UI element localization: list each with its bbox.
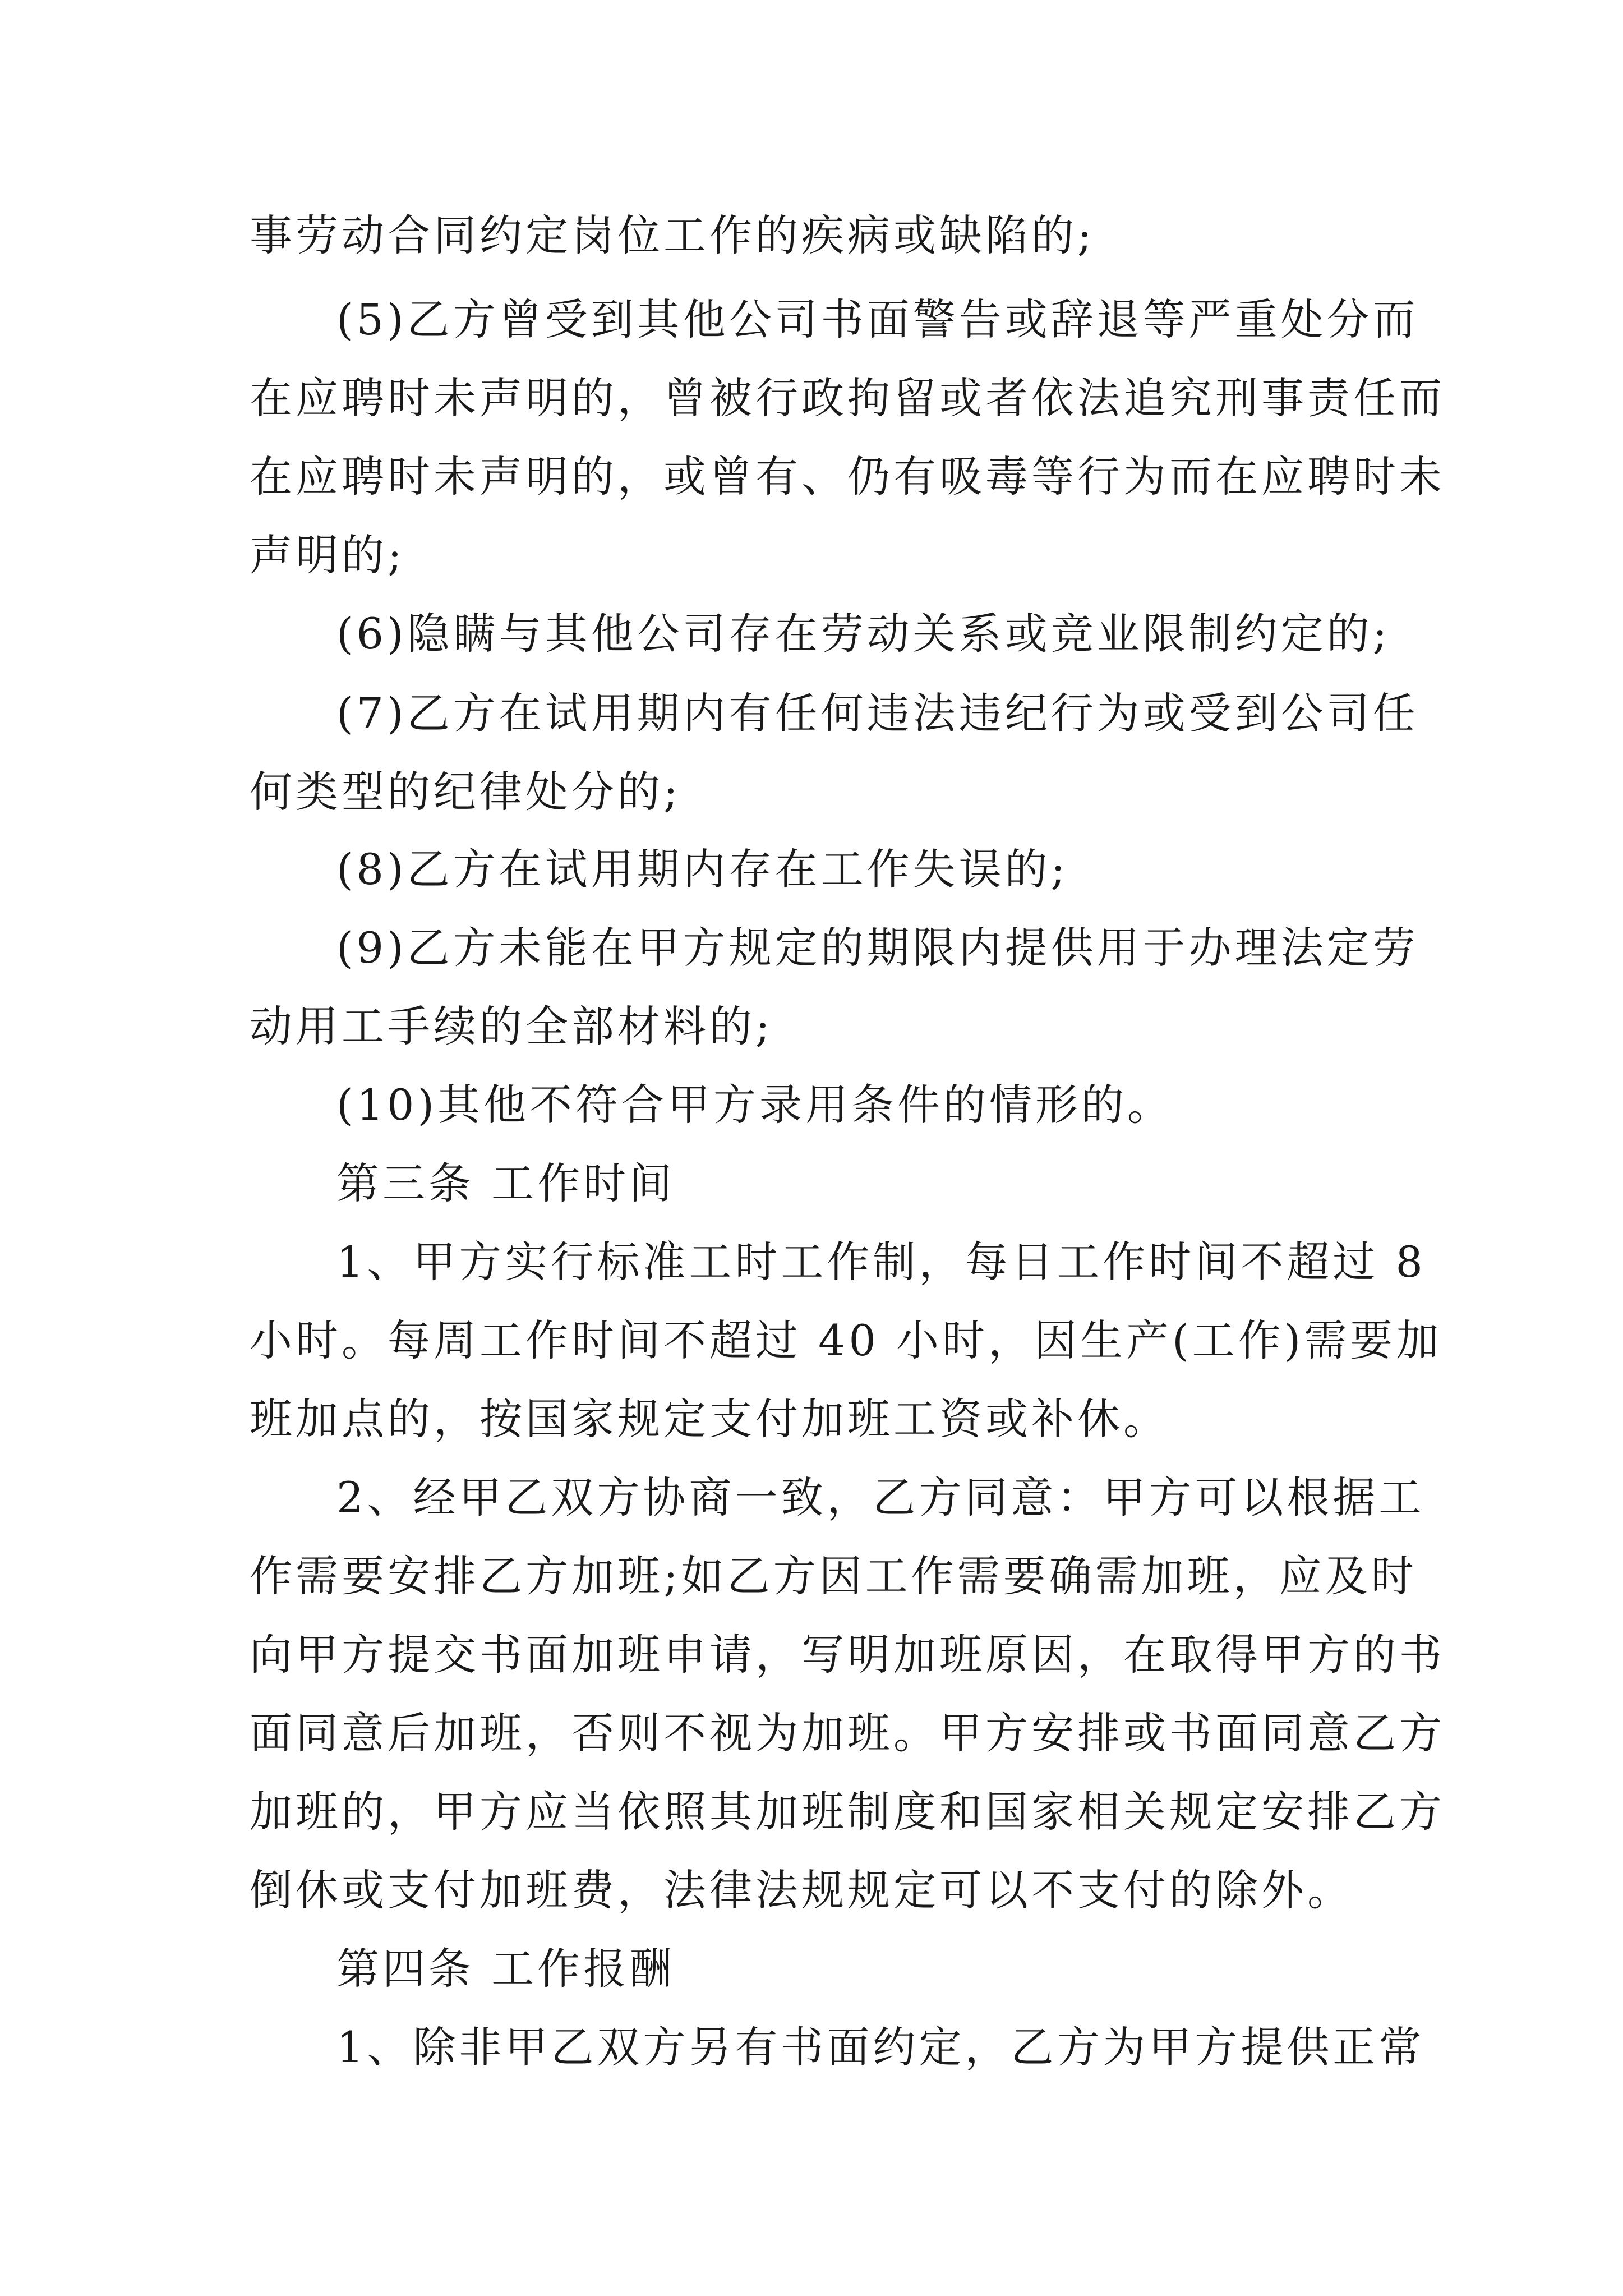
clause-item-9: (9)乙方未能在甲方规定的期限内提供用于办理法定劳	[336, 923, 1419, 973]
text-line: 动用工手续的全部材料的;	[250, 1001, 773, 1051]
clause-paragraph: 2、经甲乙双方协商一致，乙方同意：甲方可以根据工	[336, 1473, 1425, 1522]
text-line: 加班的，甲方应当依照其加班制度和国家相关规定安排乙方	[250, 1787, 1445, 1837]
section-heading: 第四条 工作报酬	[336, 1944, 676, 1994]
text-line: 倒休或支付加班费，法律法规规定可以不支付的除外。	[250, 1865, 1353, 1915]
text-line: 作需要安排乙方加班;如乙方因工作需要确需加班，应及时	[250, 1551, 1417, 1601]
clause-paragraph: 1、除非甲乙双方另有书面约定，乙方为甲方提供正常	[336, 2022, 1425, 2072]
text-line: 声明的;	[250, 530, 405, 580]
text-line: 面同意后加班，否则不视为加班。甲方安排或书面同意乙方	[250, 1708, 1445, 1758]
clause-item-7: (7)乙方在试用期内有任何违法违纪行为或受到公司任	[336, 688, 1419, 738]
text-line: 向甲方提交书面加班申请，写明加班原因，在取得甲方的书	[250, 1630, 1445, 1680]
text-line: 何类型的纪律处分的;	[250, 767, 681, 817]
text-line: 事劳动合同约定岗位工作的疾病或缺陷的;	[250, 210, 1095, 260]
clause-item-5: (5)乙方曾受到其他公司书面警告或辞退等严重处分而	[336, 295, 1419, 344]
text-line: 班加点的，按国家规定支付加班工资或补休。	[250, 1394, 1169, 1444]
text-line: 小时。每周工作时间不超过 40 小时，因生产(工作)需要加	[250, 1315, 1442, 1365]
clause-item-10: (10)其他不符合甲方录用条件的情形的。	[336, 1080, 1174, 1130]
section-heading: 第三条 工作时间	[336, 1158, 676, 1208]
clause-item-6: (6)隐瞒与其他公司存在劳动关系或竞业限制约定的;	[336, 609, 1391, 659]
clause-paragraph: 1、甲方实行标准工时工作制，每日工作时间不超过 8	[336, 1237, 1426, 1287]
clause-item-8: (8)乙方在试用期内存在工作失误的;	[336, 844, 1069, 894]
text-line: 在应聘时未声明的，或曾有、仍有吸毒等行为而在应聘时未	[250, 452, 1445, 501]
text-line: 在应聘时未声明的，曾被行政拘留或者依法追究刑事责任而	[250, 373, 1445, 423]
